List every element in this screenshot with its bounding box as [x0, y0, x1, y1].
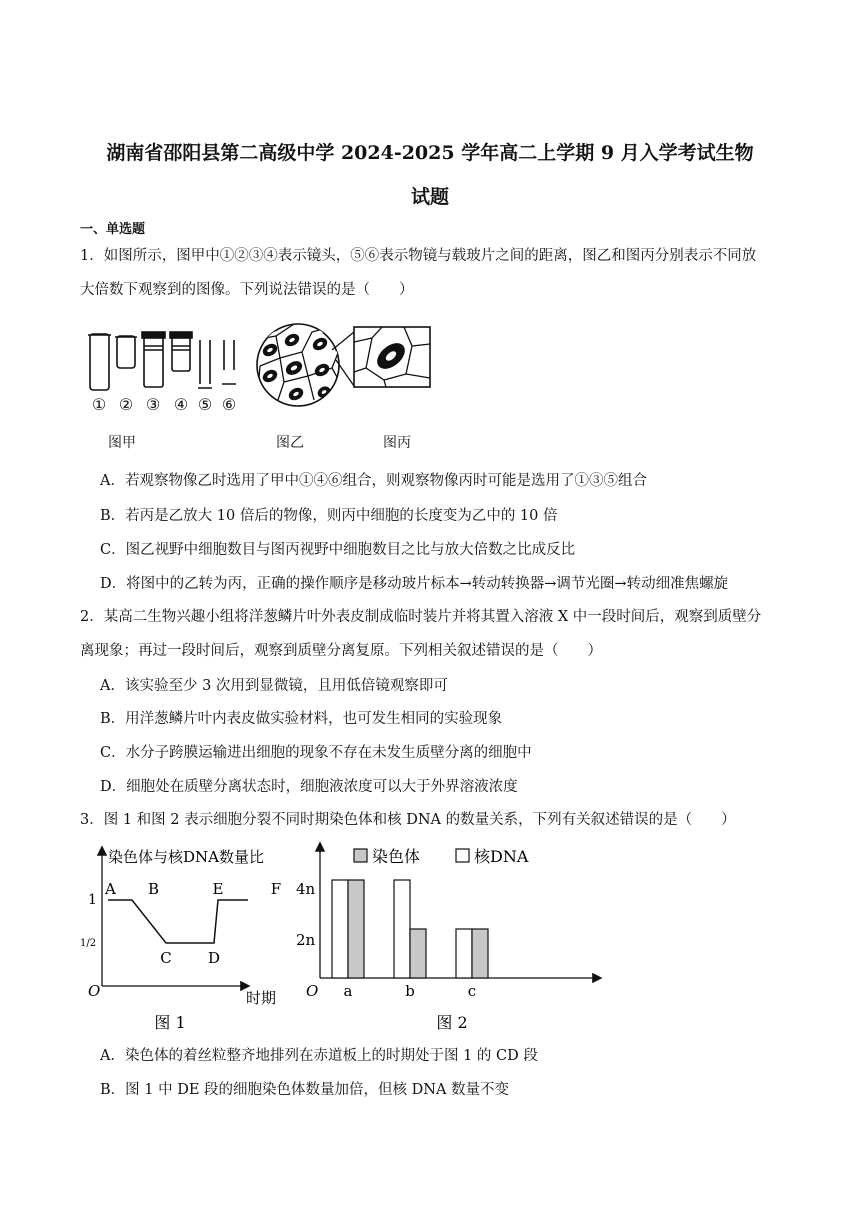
legend-label-chromosome: 染色体 [372, 847, 421, 866]
chart1-origin: O [88, 982, 101, 1000]
chart1-xlabel: 时期 [246, 989, 277, 1007]
lens-number-4: ④ [173, 395, 189, 414]
lens-number-3: ③ [145, 395, 161, 414]
lens-3 [144, 337, 163, 387]
q2-stem-line1: 2．某高二生物兴趣小组将洋葱鳞片叶外表皮制成临时装片并将其置入溶液 X 中一段时间后，观察到质壁分 [80, 609, 762, 625]
chart1-ylabel: 染色体与核DNA数量比 [108, 848, 264, 866]
chart2-origin: O [306, 982, 319, 1000]
chart-figure-2 [296, 842, 616, 1036]
chart1-ytick-1: 1 [88, 892, 97, 908]
chart-figure-1 [80, 842, 294, 1036]
chart1-point-label-b: B [148, 880, 160, 898]
q1-stem-line2: 大倍数下观察到的图像。下列说法错误的是（ ） [80, 282, 414, 298]
lens-1 [90, 334, 109, 390]
lens-number-1: ① [91, 395, 107, 414]
q1-stem-line1: 1．如图所示，图甲中①②③④表示镜头，⑤⑥表示物镜与载玻片之间的距离，图乙和图丙分别表示不同放 [80, 248, 757, 264]
figure-jia-lenses [84, 322, 244, 414]
lens-number-2: ② [118, 395, 134, 414]
figure-bing-view [354, 327, 430, 387]
chart1-point-label-e: E [212, 880, 224, 898]
chart2-bar-b-chromosome [410, 929, 426, 978]
figure-label-bing: 图丙 [383, 435, 411, 451]
lens-4 [172, 337, 190, 371]
chart1-point-label-f: F [270, 880, 282, 898]
chart1-point-label-c: C [160, 949, 172, 967]
chart2-bar-a-dna [332, 880, 348, 978]
chart2-category-label-b: b [405, 982, 415, 1000]
q2-option-b: B．用洋葱鳞片叶内表皮做实验材料，也可发生相同的实验现象 [100, 711, 503, 727]
chart1-title: 图 1 [154, 1013, 186, 1032]
legend-swatch-dna [456, 849, 469, 862]
chart2-bar-c-chromosome [472, 929, 488, 978]
chart2-bar-b-dna [394, 880, 410, 978]
q1-option-c: C．图乙视野中细胞数目与图丙视野中细胞数目之比与放大倍数之比成反比 [100, 542, 576, 558]
q3-option-a: A．染色体的着丝粒整齐地排列在赤道板上的时期处于图 1 的 CD 段 [100, 1048, 538, 1064]
document-title-line2: 试题 [410, 186, 449, 208]
legend-swatch-chromosome [354, 849, 367, 862]
figure-label-yi: 图乙 [276, 435, 304, 451]
chart1-point-label-a: A [105, 880, 116, 898]
q3-stem: 3．图 1 和图 2 表示细胞分裂不同时期染色体和核 DNA 的数量关系，下列有关叙述错误的是（ ） [80, 812, 736, 828]
chart1-point-label-d: D [207, 949, 221, 967]
chart2-category-label-a: a [343, 982, 353, 1000]
figure-label-jia: 图甲 [108, 435, 136, 451]
legend-label-dna: 核DNA [474, 847, 529, 866]
section-heading: 一、单选题 [80, 222, 146, 237]
chart2-bar-a-chromosome [348, 880, 364, 978]
q3-option-b: B．图 1 中 DE 段的细胞染色体数量加倍，但核 DNA 数量不变 [100, 1082, 510, 1098]
document-title-line1: 湖南省邵阳县第二高级中学 2024-2025 学年高二上学期 9 月入学考试生物 [106, 142, 754, 164]
chart1-ytick-half: 1/2 [80, 938, 97, 949]
chart2-bar-c-dna [456, 929, 472, 978]
chart2-ytick-4n: 4n [296, 880, 316, 898]
q2-option-a: A．该实验至少 3 次用到显微镜，且用低倍镜观察即可 [100, 678, 448, 694]
figure-yi-view [254, 320, 434, 410]
lens-number-6: ⑥ [221, 395, 237, 414]
chart2-category-label-c: c [467, 982, 477, 1000]
lens-5 [198, 340, 212, 388]
chart1-ratio-line [108, 900, 248, 943]
chart2-title: 图 2 [436, 1013, 468, 1032]
q1-option-d: D．将图中的乙转为丙，正确的操作顺序是移动玻片标本→转动转换器→调节光圈→转动细准焦螺旋 [100, 576, 729, 592]
lens-2 [117, 336, 135, 368]
lens-6 [222, 340, 236, 384]
q1-option-a: A．若观察物像乙时选用了甲中①④⑥组合，则观察物像丙时可能是选用了①③⑤组合 [100, 473, 647, 489]
lens-number-5: ⑤ [197, 395, 213, 414]
q1-option-b: B．若丙是乙放大 10 倍后的物像，则丙中细胞的长度变为乙中的 10 倍 [100, 508, 558, 524]
chart2-ytick-2n: 2n [296, 931, 316, 949]
q2-option-d: D．细胞处在质壁分离状态时，细胞液浓度可以大于外界溶液浓度 [100, 779, 518, 795]
q2-stem-line2: 离现象；再过一段时间后，观察到质壁分离复原。下列相关叙述错误的是（ ） [80, 643, 602, 659]
q2-option-c: C．水分子跨膜运输进出细胞的现象不存在未发生质壁分离的细胞中 [100, 745, 532, 761]
